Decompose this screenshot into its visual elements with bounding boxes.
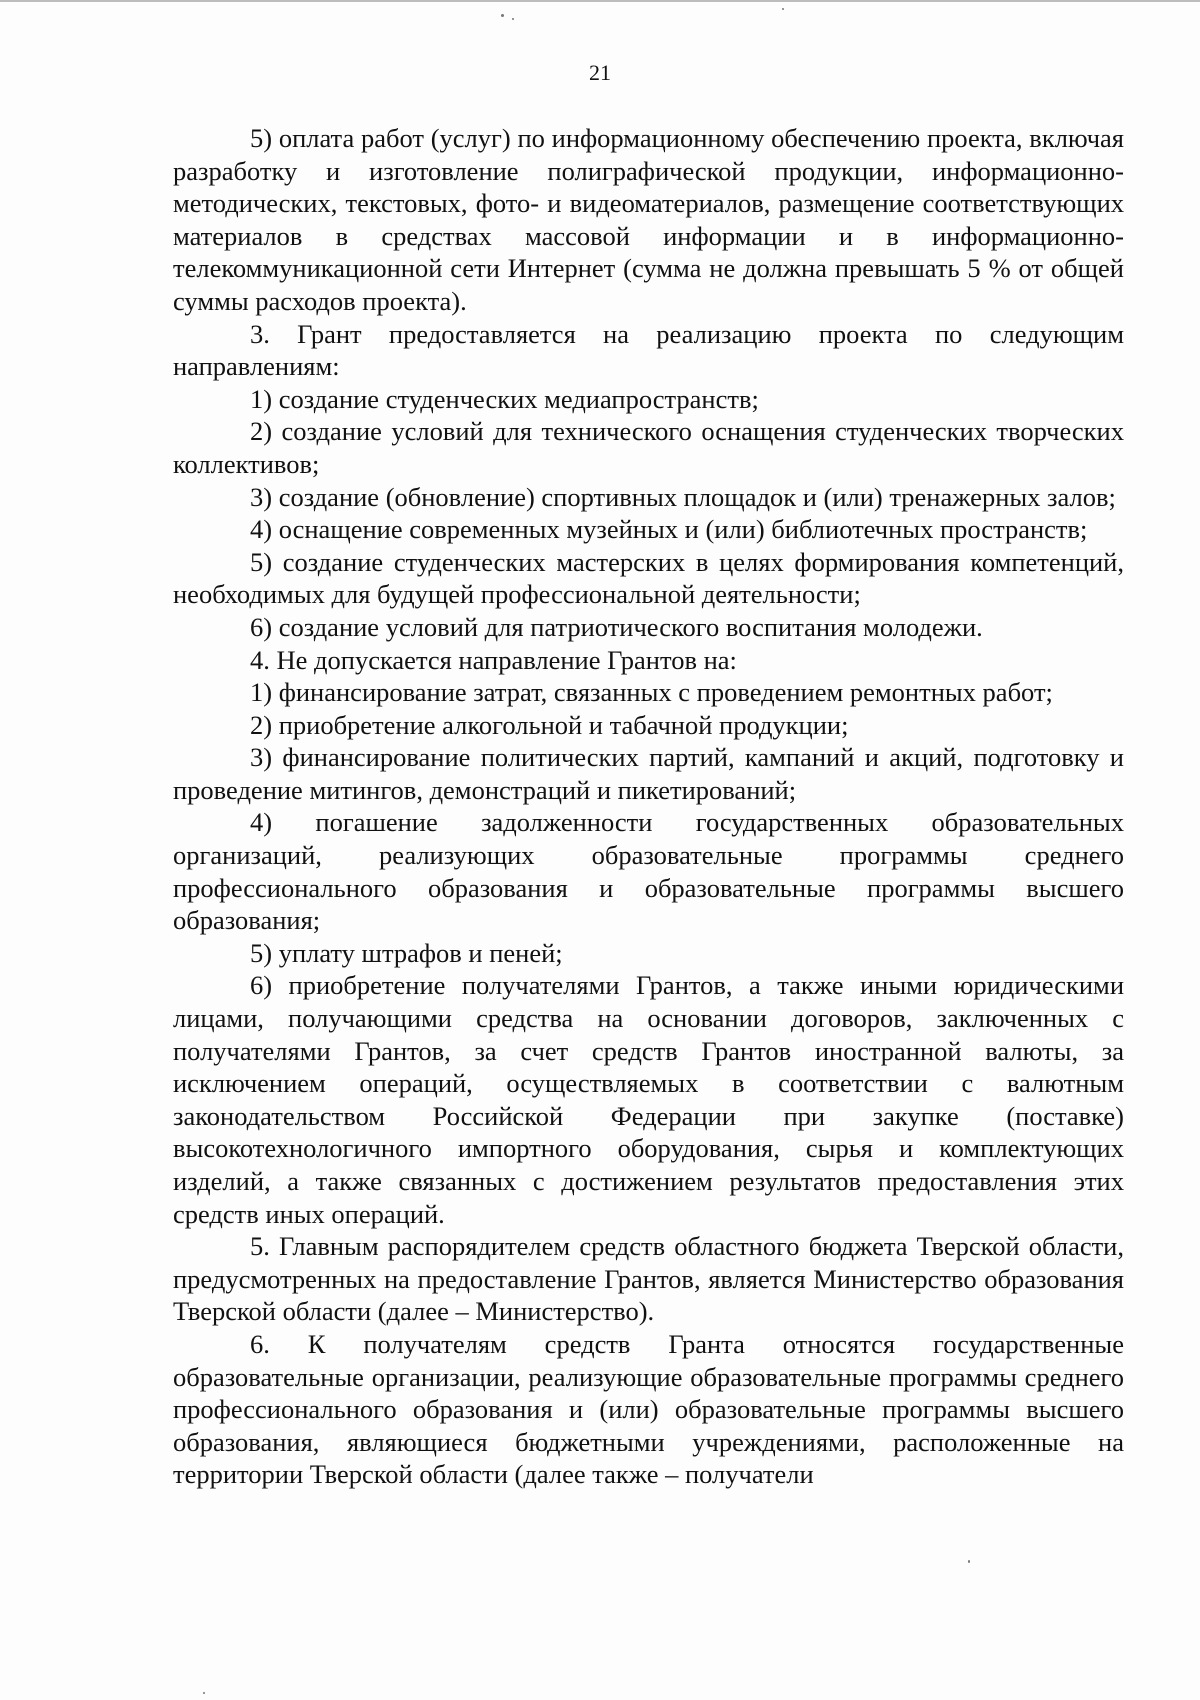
paragraph-restriction-3: 3) финансирование политических партий, кампаний и акций, подготовку и проведение митингов, демонстраций и пикетирований; xyxy=(173,742,1124,805)
scan-speck xyxy=(968,1560,970,1563)
page-number: 21 xyxy=(589,60,611,85)
document-body xyxy=(173,122,1124,1491)
paragraph-restriction-6: 6) приобретение получателями Грантов, а также иными юридическими лицами, получающими средства на основании договоров, заключенных с получателями Грантов, за счет средств Грантов иностранной валюты, за исключением операций, осуществляемых в соответствии с валютным законодательством Российской Федерации при закупке (поставке) высокотехнологичного импортного оборудования, сырья и комплектующих изделий, а также связанных с достижением результатов предоставления этих средств иных операций. xyxy=(173,970,1124,1229)
paragraph-direction-3: 3) создание (обновление) спортивных площадок и (или) тренажерных залов; xyxy=(250,481,1116,512)
paragraph-direction-6: 6) создание условий для патриотического воспитания молодежи. xyxy=(250,611,983,642)
paragraph-clause-3: 3. Грант предоставляется на реализацию проекта по следующим направлениям: xyxy=(173,318,1124,382)
paragraph-item-5-information-support: 5) оплата работ (услуг) по информационному обеспечению проекта, включая разработку и изготовление полиграфической продукции, информационно-методических, текстовых, фото- и видеоматериалов, размещение соответствующих материалов в средствах массовой информации и в информационно-телекоммуникационной сети Интернет (сумма не должна превышать 5 % от общей суммы расходов проекта). xyxy=(173,123,1124,316)
scan-speck xyxy=(512,18,514,20)
paragraph-clause-6: 6. К получателям средств Гранта относятся государственные образовательные организации, реализующие образовательные программы среднего профессионального образования и (или) образовательные программы высшего образования, являющиеся бюджетными учреждениями, расположенные на территории Тверской области (далее также – получатели xyxy=(173,1328,1124,1490)
paragraph-direction-2: 2) создание условий для технического оснащения студенческих творческих коллективов; xyxy=(173,416,1124,479)
paragraph-restriction-2: 2) приобретение алкогольной и табачной продукции; xyxy=(250,709,849,740)
paragraph-clause-4: 4. Не допускается направление Грантов на: xyxy=(250,644,737,675)
scan-speck xyxy=(782,8,784,10)
scan-speck xyxy=(501,14,504,17)
scan-top-edge xyxy=(0,0,1200,2)
paragraph-direction-4: 4) оснащение современных музейных и (или) библиотечных пространств; xyxy=(250,514,1088,545)
paragraph-restriction-4: 4) погашение задолженности государственных образовательных организаций, реализующих образовательные программы среднего профессионального образования и образовательные программы высшего образования; xyxy=(173,807,1124,936)
paragraph-restriction-1: 1) финансирование затрат, связанных с проведением ремонтных работ; xyxy=(250,677,1053,708)
paragraph-direction-1: 1) создание студенческих медиапространств; xyxy=(250,383,759,414)
paragraph-clause-5: 5. Главным распорядителем средств областного бюджета Тверской области, предусмотренных на предоставление Грантов, является Министерство образования Тверской области (далее – Министерство). xyxy=(173,1231,1124,1327)
paragraph-direction-5: 5) создание студенческих мастерских в целях формирования компетенций, необходимых для будущей профессиональной деятельности; xyxy=(173,546,1124,610)
scan-speck xyxy=(203,1692,205,1694)
paragraph-restriction-5: 5) уплату штрафов и пеней; xyxy=(250,937,563,968)
